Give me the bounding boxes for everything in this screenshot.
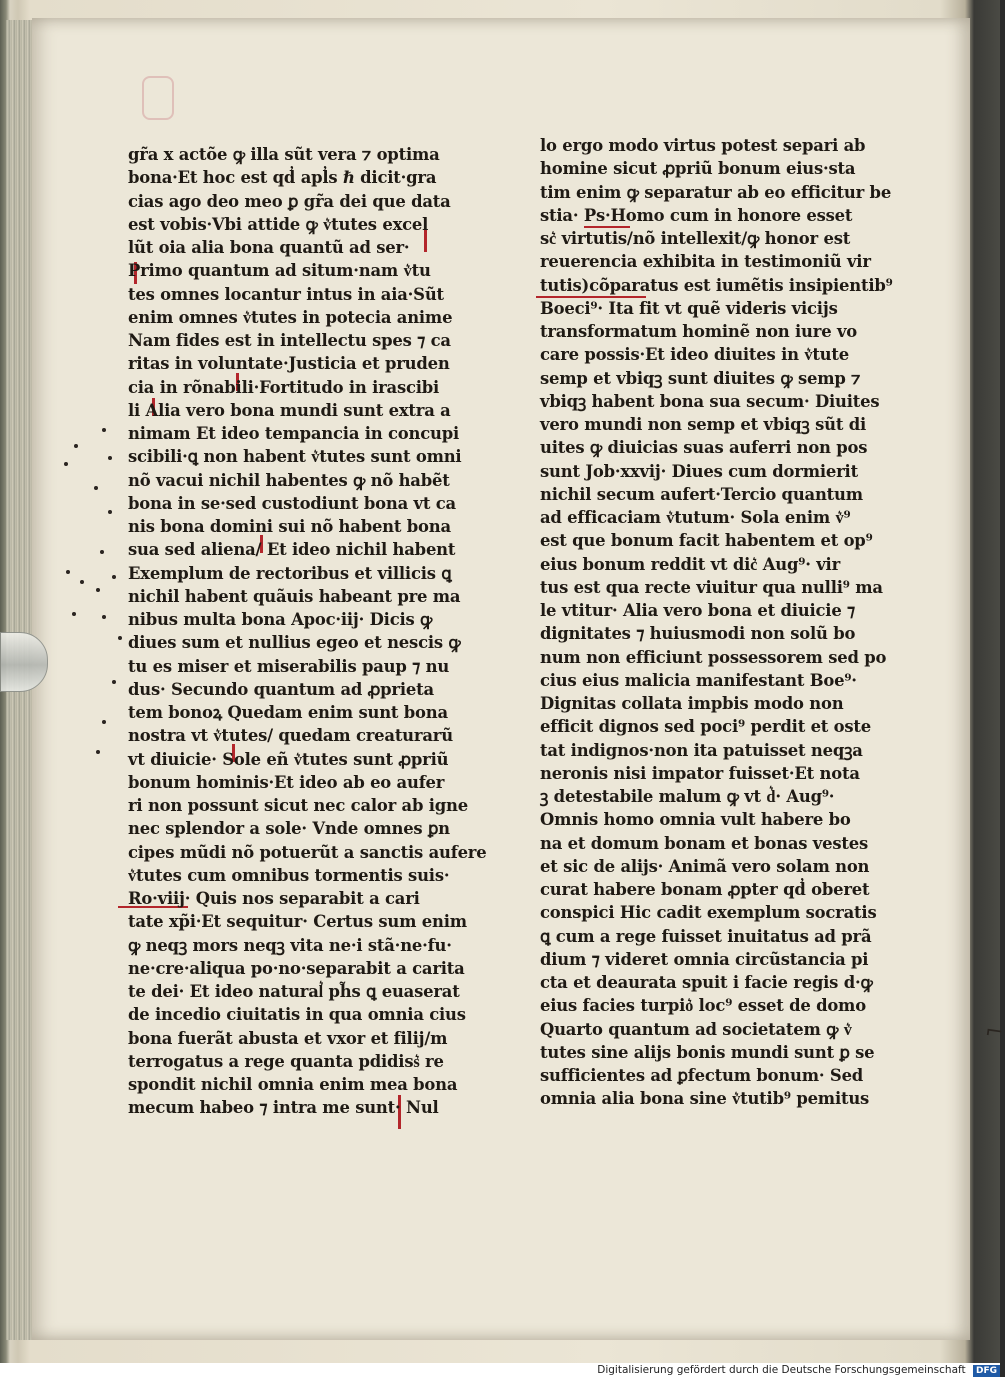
text-line: uites ꝙ diuicias suas auferri non pos: [540, 438, 868, 458]
margin-dot: [102, 615, 106, 619]
text-line: sua sed aliena/ Et ideo nichil habent: [128, 540, 456, 560]
margin-dot: [96, 588, 100, 592]
text-line: curat habere bonam ꝓpter qd̓ oberet: [540, 880, 870, 899]
margin-annotation: ⌐: [983, 1018, 1005, 1047]
text-line: eius facies turpio͛ loc⁹ esset de domo: [540, 996, 866, 1016]
text-line: cias ago deo meo ꝑ gr̃a dei que data: [128, 191, 451, 211]
text-line: nis bona domini sui nõ habent bona: [128, 517, 451, 536]
text-line: nec splendor a sole· Vnde omnes ꝑn: [128, 819, 450, 839]
text-line: le vtitur· Alia vero bona et diuicie ⁊: [540, 601, 856, 620]
text-line: ritas in voluntate·Justicia et pruden: [128, 354, 450, 374]
text-line: lũt oia alia bona quantũ ad ser·: [128, 238, 410, 257]
text-line: vbiqꝫ habent bona sua secum· Diuites: [540, 391, 880, 411]
text-line: cta et deaurata spuit i facie regis d·ꝙ: [540, 973, 873, 992]
text-line: Primo quantum ad situm·nam v͛tu: [128, 261, 431, 281]
text-line: Quarto quantum ad societatem ꝙ v͛: [540, 1019, 852, 1039]
text-line: dignitates ⁊ huiusmodi non solũ bo: [540, 624, 856, 644]
text-line: bonum hominis·Et ideo ab eo aufer: [128, 772, 445, 792]
text-line: sunt Job·xxvij· Diues cum dormierit: [540, 461, 858, 481]
text-line: vt diuicie· Sole eñ v͛tutes sunt ꝓpriũ: [128, 749, 449, 769]
margin-dot: [74, 444, 78, 448]
text-line: cipes mũdi nõ potuerũt a sanctis aufere: [128, 842, 487, 862]
text-line: lo ergo modo virtus potest separi ab: [540, 136, 866, 155]
text-line: reuerencia exhibita in testimoniũ vir: [540, 252, 871, 272]
text-line: neronis nisi impator fuisset·Et nota: [540, 763, 860, 783]
text-line: ri non possunt sicut nec calor ab igne: [128, 796, 468, 815]
text-line: nichil secum aufert·Tercio quantum: [540, 484, 863, 504]
text-line: nichil habent quãuis habeant pre ma: [128, 586, 461, 606]
text-line: bona fuerãt abusta et vxor et filij/m: [128, 1028, 448, 1048]
library-stamp: [142, 76, 174, 120]
text-line: est vobis·Vbi attide ꝙ v͛tutes excel: [128, 214, 429, 234]
text-line: tat indignos·non ita patuisset neqꝫa: [540, 740, 863, 760]
margin-dot: [64, 462, 68, 466]
text-line: omnia alia bona sine v͛tutib⁹ pemitus: [540, 1089, 870, 1109]
text-line: nimam Et ideo tempancia in concupi: [128, 424, 460, 443]
dfg-logo: DFG: [973, 1365, 1000, 1377]
text-line: nostra vt v͛tutes/ quedam creaturarũ: [128, 726, 453, 746]
text-line: dus· Secundo quantum ad ꝓprieta: [128, 679, 434, 699]
text-line: li Alia vero bona mundi sunt extra a: [128, 400, 451, 420]
text-line: enim omnes v͛tutes in potecia anime: [128, 307, 453, 327]
text-line: homine sicut ꝓpriũ bonum eius·sta: [540, 159, 856, 179]
footer-credit: Digitalisierung gefördert durch die Deutsche Forschungsgemeinschaft: [597, 1364, 966, 1376]
text-line: ad efficaciam v͛tutum· Sola enim v͛⁹: [540, 508, 851, 527]
text-line: tes omnes locantur intus in aia·Sũt: [128, 284, 444, 304]
text-line: care possis·Et ideo diuites in v͛tute: [540, 345, 850, 365]
text-line: tutes sine alijs bonis mundi sunt ꝑ se: [540, 1042, 875, 1062]
text-line: spondit nichil omnia enim mea bona: [128, 1075, 458, 1094]
right-text-column: [540, 134, 893, 1111]
left-text-column: [128, 143, 487, 1120]
text-line: bona in se·sed custodiunt bona vt ca: [128, 493, 456, 513]
text-line: na et domum bonam et bonas vestes: [540, 833, 869, 853]
text-line: ꝗ cum a rege fuisset inuitatus ad prã: [540, 926, 872, 946]
margin-dot: [94, 486, 98, 490]
margin-dot: [66, 570, 70, 574]
text-line: te dei· Et ideo natural͛ ph̃s ꝗ euaserat: [128, 982, 460, 1001]
text-line: conspici Hic cadit exemplum socratis: [540, 903, 877, 923]
text-line: est que bonum facit habentem et op⁹: [540, 531, 873, 551]
text-line: nõ vacui nichil habentes ꝙ nõ habẽt: [128, 470, 450, 490]
text-line: Boeci⁹· Ita fit vt quẽ videris vicijs: [540, 298, 838, 318]
text-line: Dignitas collata impbis modo non: [540, 694, 844, 713]
text-line: eius bonum reddit vt dic͛ Aug⁹· vir: [540, 554, 841, 574]
text-line: gr̃a x actõe ꝙ illa sũt vera ⁊ optima: [128, 145, 440, 164]
footer-bar: [0, 1363, 1000, 1377]
margin-dot: [80, 580, 84, 584]
text-line: sufficientes ad ꝑfectum bonum· Sed: [540, 1066, 864, 1085]
text-line: tim enim ꝙ separatur ab eo efficitur be: [540, 182, 892, 202]
text-line: diues sum et nullius egeo et nescis ꝙ: [128, 633, 461, 653]
text-line: tu es miser et miserabilis paup ⁊ nu: [128, 656, 450, 676]
text-line: stia· Ps·Homo cum in honore esset: [540, 205, 853, 225]
margin-dot: [102, 720, 106, 724]
text-line: terrogatus a rege quanta pdidiss͛ re: [128, 1051, 444, 1071]
text-line: cius eius malicia manifestant Boe⁹·: [540, 670, 857, 690]
margin-dot: [112, 575, 116, 579]
text-line: mecum habeo ⁊ intra me sunt· Nul: [128, 1098, 439, 1118]
text-line: Ro·viij· Quis nos separabit a cari: [128, 889, 420, 908]
text-line: scibili·ꝗ non habent v͛tutes sunt omni: [128, 447, 462, 467]
margin-dot: [108, 456, 112, 460]
text-line: nibus multa bona Apoc·iij· Dicis ꝙ: [128, 610, 433, 629]
text-line: et sic de alijs· Animã vero solam non: [540, 856, 870, 876]
text-line: cia in rõnabili·Fortitudo in irascibi: [128, 377, 440, 397]
text-line: vero mundi non semp et vbiqꝫ sũt di: [540, 415, 867, 434]
margin-dot: [112, 680, 116, 684]
text-line: Exemplum de rectoribus et villicis ꝗ: [128, 563, 452, 583]
text-line: ne·cre·aliqua po·no·separabit a carita: [128, 958, 465, 978]
text-line: tem bonoꝝ Quedam enim sunt bona: [128, 703, 448, 722]
text-line: ꝫ detestabile malum ꝙ vt d͛· Aug⁹·: [540, 787, 835, 806]
text-line: de incedio ciuitatis in qua omnia cius: [128, 1005, 466, 1025]
text-line: ꝙ neqꝫ mors neqꝫ vita ne·i stã·ne·fu·: [128, 935, 452, 955]
text-line: v͛tutes cum omnibus tormentis suis·: [128, 865, 450, 885]
text-line: tus est qua recte viuitur qua nulli⁹ ma: [540, 577, 883, 597]
text-line: efficit dignos sed poci⁹ perdit et oste: [540, 717, 872, 737]
margin-dot: [102, 428, 106, 432]
text-line: sc͛ virtutis/nõ intellexit/ꝙ honor est: [540, 229, 851, 248]
text-line: tate xp̃i·Et sequitur· Certus sum enim: [128, 912, 467, 932]
margin-dot: [72, 612, 76, 616]
text-line: num non efficiunt possessorem sed po: [540, 647, 887, 667]
text-line: Omnis homo omnia vult habere bo: [540, 810, 851, 830]
text-line: dium ⁊ videret omnia circũstancia pi: [540, 949, 869, 969]
text-line: transformatum hominẽ non iure vo: [540, 322, 858, 341]
margin-dot: [108, 510, 112, 514]
text-line: semp et vbiqꝫ sunt diuites ꝙ semp ⁊: [540, 368, 861, 388]
margin-dot: [118, 636, 122, 640]
text-line: bona·Et hoc est qd̓ apl̓s ℏ dicit·gra: [128, 168, 437, 188]
margin-dot: [96, 750, 100, 754]
margin-dot: [100, 550, 104, 554]
text-line: tutis)cõparatus est iumẽtis insipientib⁹: [540, 275, 893, 295]
text-line: Nam fides est in intellectu spes ⁊ ca: [128, 331, 451, 350]
